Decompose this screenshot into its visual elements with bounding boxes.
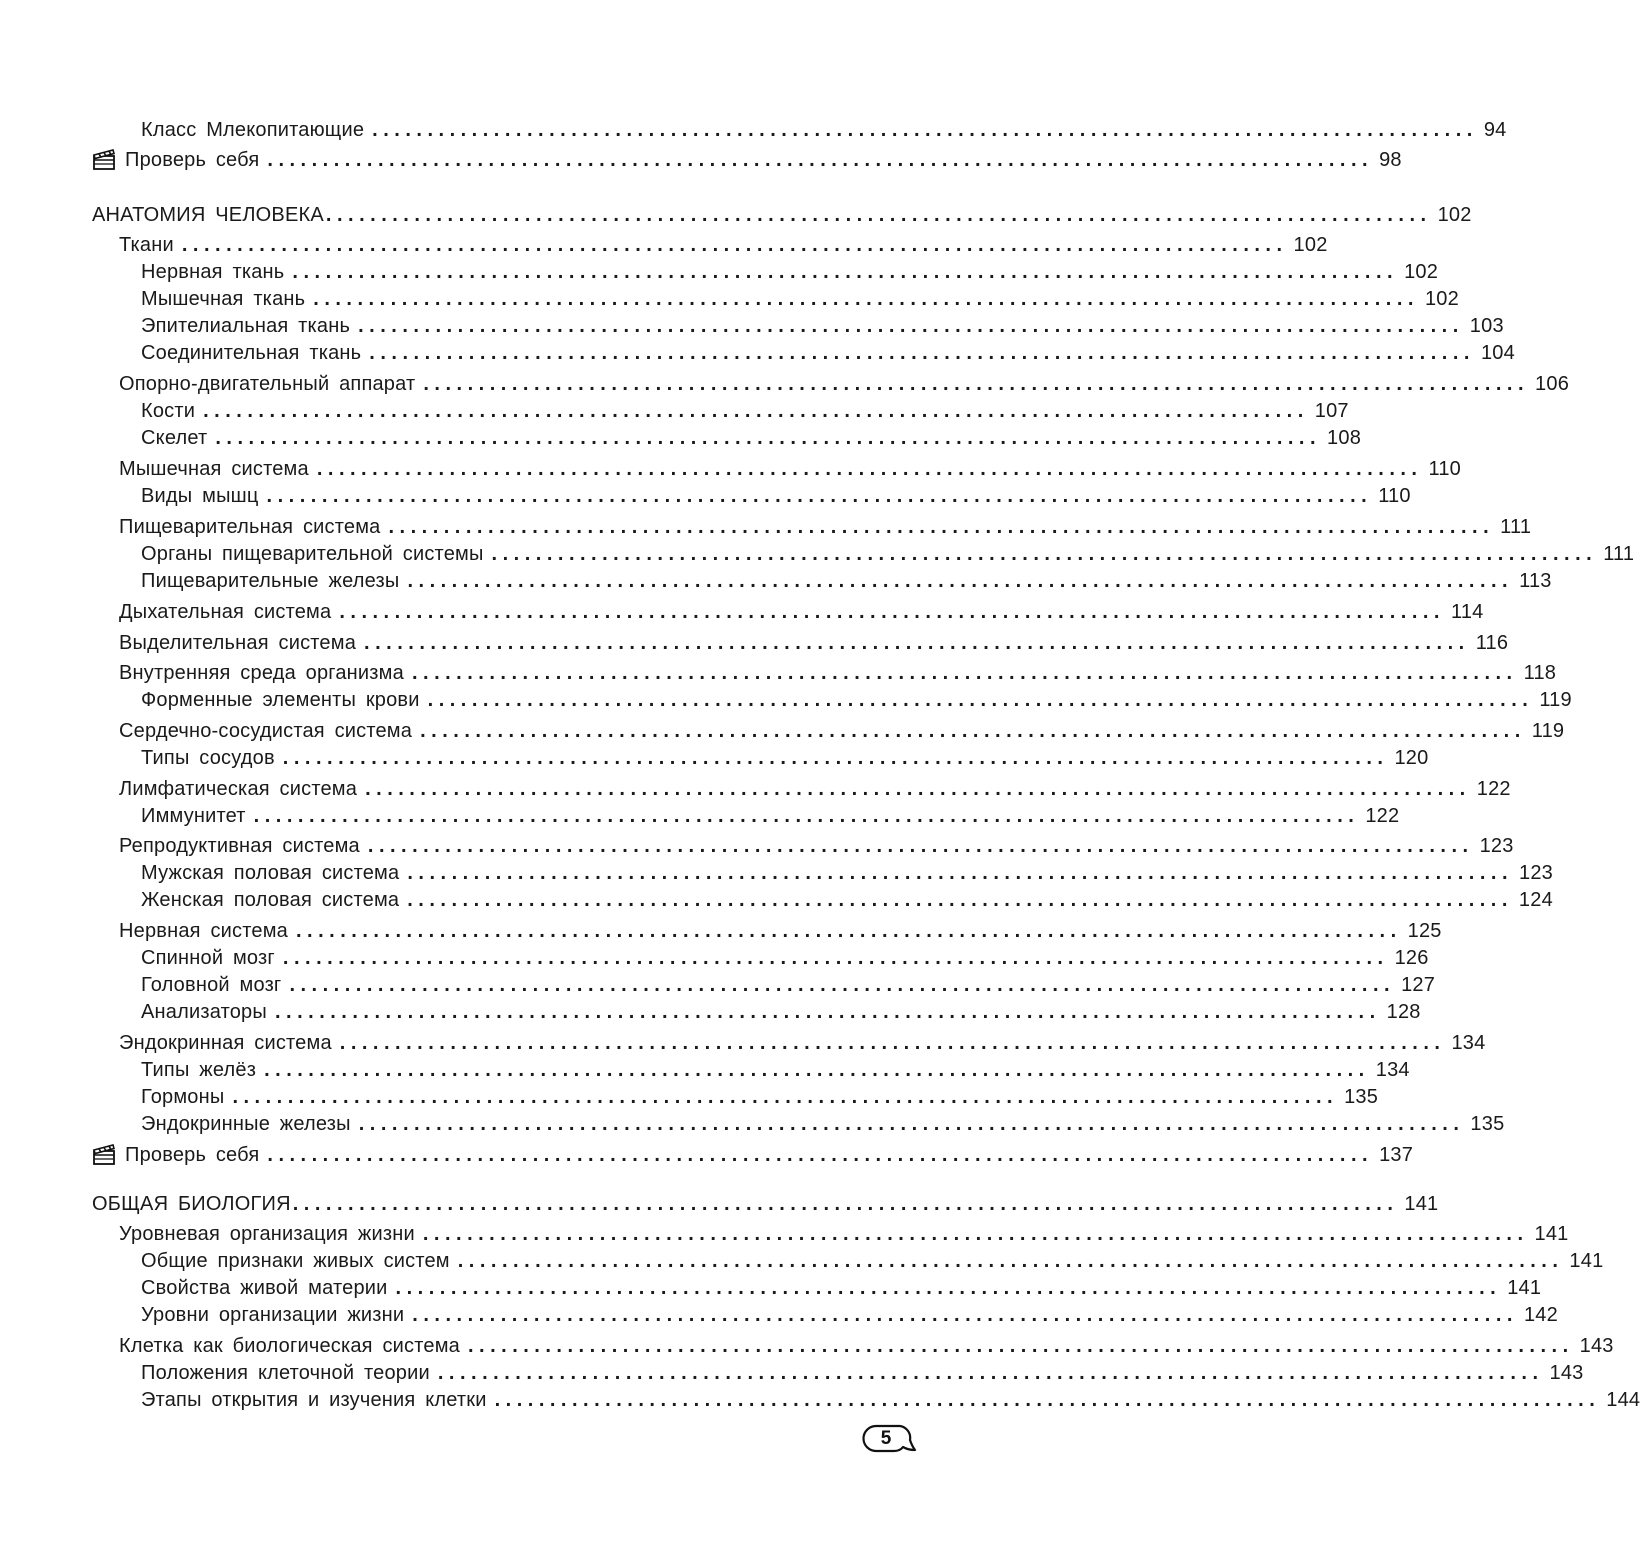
toc-entry-page: 124 bbox=[1518, 889, 1553, 911]
toc-entry[interactable] bbox=[141, 257, 1439, 284]
toc-entry-title: Эпителиальная ткань bbox=[141, 315, 351, 337]
toc-entry-title: Положения клеточной теории bbox=[141, 1362, 430, 1384]
toc-entry[interactable] bbox=[141, 997, 1421, 1024]
toc-entry-page: 126 bbox=[1394, 947, 1429, 969]
toc-entry-title: Нервная система bbox=[119, 920, 288, 942]
toc-entry[interactable] bbox=[119, 628, 1509, 655]
toc-entry-title: Внутренняя среда организма bbox=[119, 662, 404, 684]
dot-leader: .................................................................................................... bbox=[372, 119, 1478, 141]
toc-entry[interactable] bbox=[119, 1028, 1486, 1055]
toc-entry-page: 107 bbox=[1314, 400, 1349, 422]
toc-entry[interactable] bbox=[141, 115, 1507, 142]
toc-entry-page: 111 bbox=[1603, 543, 1635, 565]
toc-entry-title: Этапы открытия и изучения клетки bbox=[141, 1389, 487, 1411]
toc-entry[interactable] bbox=[141, 1273, 1542, 1300]
toc-entry-page: 142 bbox=[1523, 1304, 1558, 1326]
toc-entry-page: 128 bbox=[1386, 1001, 1421, 1023]
dot-leader: .................................................................................................... bbox=[367, 835, 1474, 857]
toc-entry-page: 116 bbox=[1475, 632, 1509, 654]
dot-leader: .................................................................................................... bbox=[181, 234, 1288, 256]
toc-entry-title: Иммунитет bbox=[141, 805, 246, 827]
dot-leader: .................................................................................................... bbox=[292, 1193, 1399, 1215]
toc-entry-page: 122 bbox=[1476, 778, 1511, 800]
dot-leader: .................................................................................................... bbox=[313, 288, 1419, 310]
toc-entry[interactable] bbox=[119, 230, 1328, 257]
toc-entry[interactable] bbox=[141, 801, 1400, 828]
toc-entry-page: 134 bbox=[1451, 1032, 1486, 1054]
toc-entry-title: Пищеварительные железы bbox=[141, 570, 400, 592]
toc-entry-page: 118 bbox=[1523, 662, 1557, 684]
dot-leader: .................................................................................................... bbox=[339, 601, 1445, 623]
toc-entry-title: Клетка как биологическая система bbox=[119, 1335, 460, 1357]
toc-entry-title: Выделительная система bbox=[119, 632, 357, 654]
toc-entry-title: Нервная ткань bbox=[141, 261, 285, 283]
dot-leader: .................................................................................................... bbox=[358, 315, 1464, 337]
dot-leader: .................................................................................................... bbox=[339, 1032, 1446, 1054]
toc-entry-page: 137 bbox=[1379, 1144, 1414, 1166]
toc-entry-page: 127 bbox=[1401, 974, 1436, 996]
dot-leader: .................................................................................................... bbox=[407, 862, 1514, 884]
dot-leader: .................................................................................................... bbox=[358, 1113, 1465, 1135]
dot-leader: .................................................................................................... bbox=[267, 1144, 1374, 1166]
toc-entry[interactable] bbox=[141, 743, 1429, 770]
toc-entry-title: Мужская половая система bbox=[141, 862, 400, 884]
toc-entry-title: Женская половая система bbox=[141, 889, 400, 911]
toc-entry[interactable] bbox=[141, 539, 1635, 566]
dot-leader: .................................................................................................... bbox=[412, 1304, 1518, 1326]
toc-entry-page: 141 bbox=[1534, 1223, 1569, 1245]
dot-leader: .................................................................................................... bbox=[457, 1250, 1564, 1272]
toc-entry[interactable] bbox=[141, 1385, 1640, 1412]
toc-entry-title: Виды мышц bbox=[141, 485, 259, 507]
toc-entry-title: Анализаторы bbox=[141, 1001, 267, 1023]
toc-entry-page: 102 bbox=[1424, 288, 1459, 310]
dot-leader: .................................................................................................... bbox=[427, 689, 1534, 711]
toc-entry-page: 141 bbox=[1569, 1250, 1604, 1272]
toc-entry-title: Уровневая организация жизни bbox=[119, 1223, 415, 1245]
toc-entry-self-check[interactable] bbox=[92, 145, 1402, 172]
toc-entry[interactable] bbox=[141, 1246, 1604, 1273]
toc-entry[interactable] bbox=[141, 338, 1515, 365]
dot-leader: .................................................................................................... bbox=[253, 805, 1360, 827]
toc-entry-page: 106 bbox=[1535, 373, 1570, 395]
dot-leader: .................................................................................................... bbox=[264, 1059, 1370, 1081]
toc-entry[interactable] bbox=[141, 566, 1552, 593]
dot-leader: .................................................................................................... bbox=[266, 485, 1373, 507]
toc-entry[interactable] bbox=[141, 685, 1572, 712]
dot-leader: .................................................................................................... bbox=[407, 570, 1514, 592]
toc-entry-page: 141 bbox=[1404, 1193, 1439, 1215]
toc-entry-page: 141 bbox=[1507, 1277, 1542, 1299]
toc-section-anatomy[interactable] bbox=[92, 200, 1472, 227]
toc-entry-page: 135 bbox=[1344, 1086, 1379, 1108]
dot-leader: .................................................................................................... bbox=[282, 747, 1389, 769]
toc-entry[interactable] bbox=[141, 858, 1553, 885]
toc-entry-title: Пищеварительная система bbox=[119, 516, 381, 538]
toc-entry[interactable] bbox=[141, 311, 1504, 338]
dot-leader: .................................................................................................... bbox=[289, 974, 1396, 996]
toc-entry[interactable] bbox=[141, 1300, 1558, 1327]
toc-entry-title: Форменные элементы крови bbox=[141, 689, 420, 711]
toc-entry-title: Головной мозг bbox=[141, 974, 282, 996]
toc-entry-title: Типы желёз bbox=[141, 1059, 257, 1081]
dot-leader: .................................................................................................... bbox=[365, 778, 1471, 800]
dot-leader: .................................................................................................... bbox=[203, 400, 1309, 422]
dot-leader: .................................................................................................... bbox=[369, 342, 1475, 364]
toc-entry-page: 123 bbox=[1519, 862, 1553, 884]
toc-entry-page: 94 bbox=[1483, 119, 1507, 141]
dot-leader: .................................................................................................... bbox=[407, 889, 1513, 911]
toc-entry-page: 113 bbox=[1519, 570, 1552, 592]
toc-entry-page: 125 bbox=[1407, 920, 1442, 942]
toc-entry[interactable] bbox=[141, 970, 1436, 997]
toc-entry-page: 108 bbox=[1327, 427, 1362, 449]
toc-entry[interactable] bbox=[141, 423, 1362, 450]
dot-leader: .................................................................................................... bbox=[274, 1001, 1381, 1023]
toc-entry-title: Лимфатическая система bbox=[119, 778, 358, 800]
toc-entry-page: 114 bbox=[1451, 601, 1484, 623]
toc-entry-page: 119 bbox=[1539, 689, 1572, 711]
toc-entry[interactable] bbox=[141, 284, 1459, 311]
toc-entry-page: 123 bbox=[1479, 835, 1514, 857]
toc-entry-page: 102 bbox=[1293, 234, 1328, 256]
toc-entry-title: Мышечная система bbox=[119, 458, 309, 480]
toc-entry-title: Проверь себя bbox=[125, 1144, 260, 1166]
toc-entry[interactable] bbox=[141, 1109, 1505, 1136]
toc-entry[interactable] bbox=[141, 1055, 1410, 1082]
toc-entry-self-check[interactable] bbox=[92, 1140, 1414, 1167]
toc-entry-title: Ткани bbox=[119, 234, 174, 256]
toc-entry-title: Спинной мозг bbox=[141, 947, 275, 969]
toc-entry[interactable] bbox=[119, 658, 1557, 685]
toc-entry-page: 111 bbox=[1500, 516, 1532, 538]
toc-entry-title: Дыхательная система bbox=[119, 601, 332, 623]
toc-entry-page: 134 bbox=[1375, 1059, 1410, 1081]
toc-entry[interactable] bbox=[119, 916, 1442, 943]
dot-leader: .................................................................................................... bbox=[364, 632, 1470, 654]
toc-entry-page: 120 bbox=[1394, 747, 1429, 769]
toc-entry-title: Соединительная ткань bbox=[141, 342, 362, 364]
page-number: 5 bbox=[880, 1428, 892, 1449]
toc-entry[interactable] bbox=[119, 831, 1514, 858]
toc-entry-page: 103 bbox=[1469, 315, 1504, 337]
toc-entry[interactable] bbox=[119, 716, 1565, 743]
toc-entry-title: Органы пищеварительной системы bbox=[141, 543, 484, 565]
toc-entry-page: 122 bbox=[1365, 805, 1400, 827]
toc-entry-title: Типы сосудов bbox=[141, 747, 275, 769]
toc-entry-page: 102 bbox=[1404, 261, 1439, 283]
dot-leader: .................................................................................................... bbox=[292, 261, 1399, 283]
toc-entry[interactable] bbox=[119, 597, 1484, 624]
toc-section-title: ОБЩАЯ БИОЛОГИЯ bbox=[92, 1193, 291, 1215]
dot-leader: .................................................................................................... bbox=[316, 458, 1423, 480]
toc-entry[interactable] bbox=[119, 369, 1570, 396]
dot-leader: .................................................................................................... bbox=[395, 1277, 1502, 1299]
toc-entry-title: Проверь себя bbox=[125, 149, 260, 171]
dot-leader: .................................................................................................... bbox=[420, 720, 1526, 742]
toc-entry-title: Репродуктивная система bbox=[119, 835, 360, 857]
dot-leader: .................................................................................................... bbox=[325, 204, 1432, 226]
dot-leader: .................................................................................................... bbox=[494, 1389, 1601, 1411]
toc-entry[interactable] bbox=[119, 1219, 1569, 1246]
dot-leader: .................................................................................................... bbox=[467, 1335, 1574, 1357]
toc-entry-title: Сердечно-сосудистая система bbox=[119, 720, 413, 742]
toc-entry[interactable] bbox=[141, 396, 1349, 423]
toc-entry[interactable] bbox=[141, 1358, 1584, 1385]
dot-leader: .................................................................................................... bbox=[411, 662, 1518, 684]
toc-entry-title: Опорно-двигательный аппарат bbox=[119, 373, 416, 395]
toc-entry-title: Скелет bbox=[141, 427, 208, 449]
toc-entry-title: Общие признаки живых систем bbox=[141, 1250, 450, 1272]
toc-entry-title: Кости bbox=[141, 400, 196, 422]
toc-entry-page: 110 bbox=[1428, 458, 1461, 480]
dot-leader: .................................................................................................... bbox=[423, 373, 1530, 395]
toc-entry-title: Свойства живой материи bbox=[141, 1277, 388, 1299]
toc-entry-page: 110 bbox=[1378, 485, 1411, 507]
toc-section-general-biology[interactable] bbox=[92, 1189, 1439, 1216]
toc-entry-page: 104 bbox=[1480, 342, 1515, 364]
clapperboard-icon bbox=[92, 1142, 116, 1166]
clapperboard-icon bbox=[92, 147, 116, 171]
toc-entry-page: 135 bbox=[1470, 1113, 1505, 1135]
toc-entry-page: 143 bbox=[1549, 1362, 1584, 1384]
dot-leader: .................................................................................................... bbox=[422, 1223, 1529, 1245]
toc-entry-title: Класс Млекопитающие bbox=[141, 119, 365, 141]
dot-leader: .................................................................................................... bbox=[215, 427, 1322, 449]
toc-entry[interactable] bbox=[141, 885, 1553, 912]
page-number-badge bbox=[862, 1424, 916, 1454]
toc-entry-page: 119 bbox=[1531, 720, 1565, 742]
toc-section-title: АНАТОМИЯ ЧЕЛОВЕКА bbox=[92, 204, 324, 226]
toc-entry-title: Уровни организации жизни bbox=[141, 1304, 405, 1326]
toc-entry-page: 143 bbox=[1579, 1335, 1614, 1357]
dot-leader: .................................................................................................... bbox=[388, 516, 1495, 538]
toc-entry[interactable] bbox=[119, 454, 1461, 481]
toc-entry-page: 144 bbox=[1606, 1389, 1640, 1411]
toc-entry-page: 98 bbox=[1379, 149, 1402, 171]
toc-entry[interactable] bbox=[141, 481, 1411, 508]
toc-entry-title: Мышечная ткань bbox=[141, 288, 306, 310]
toc-entry-page: 102 bbox=[1437, 204, 1472, 226]
dot-leader: .................................................................................................... bbox=[491, 543, 1598, 565]
toc-entry[interactable] bbox=[119, 512, 1532, 539]
toc-entry-title: Гормоны bbox=[141, 1086, 225, 1108]
toc-entry[interactable] bbox=[141, 943, 1429, 970]
toc-entry[interactable] bbox=[119, 1331, 1614, 1358]
dot-leader: .................................................................................................... bbox=[437, 1362, 1544, 1384]
toc-entry-title: Эндокринная система bbox=[119, 1032, 332, 1054]
dot-leader: .................................................................................................... bbox=[267, 149, 1374, 171]
toc-entry-title: Эндокринные железы bbox=[141, 1113, 351, 1135]
dot-leader: .................................................................................................... bbox=[232, 1086, 1339, 1108]
dot-leader: .................................................................................................... bbox=[282, 947, 1389, 969]
toc-entry[interactable] bbox=[119, 774, 1511, 801]
toc-entry[interactable] bbox=[141, 1082, 1379, 1109]
dot-leader: .................................................................................................... bbox=[295, 920, 1402, 942]
